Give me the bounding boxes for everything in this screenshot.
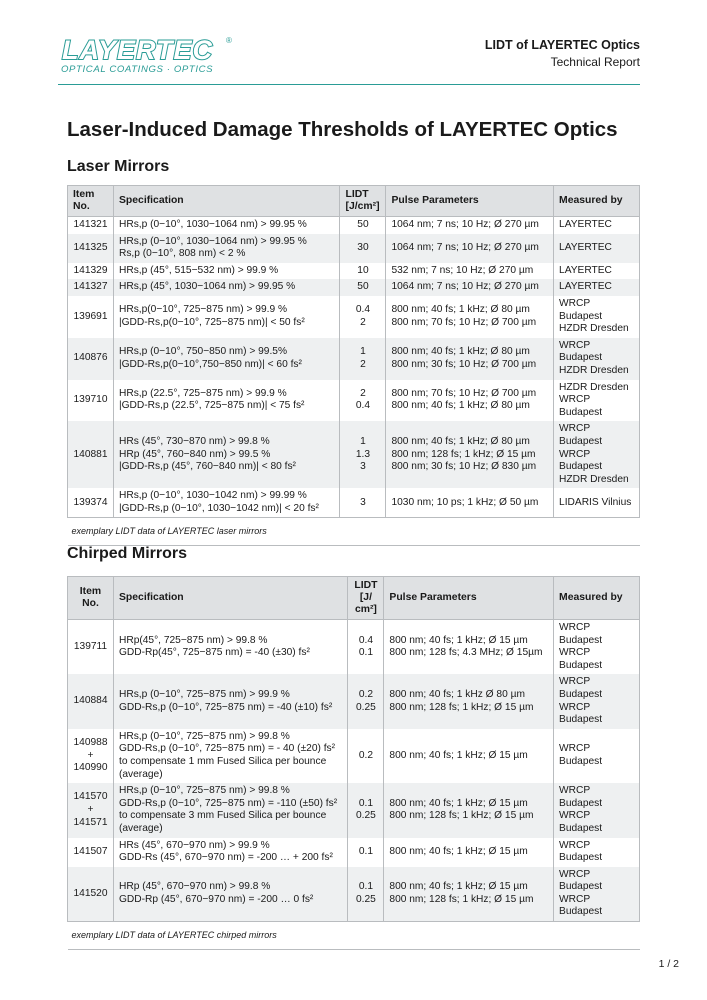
item-number-cell: 139711 bbox=[68, 620, 114, 675]
table-row bbox=[68, 729, 640, 783]
table-row bbox=[68, 217, 640, 234]
pulse-parameters-cell: 800 nm; 40 fs; 1 kHz; Ø 15 µm bbox=[384, 729, 554, 783]
header-specification: Specification bbox=[113, 577, 347, 620]
table-row bbox=[68, 421, 640, 488]
item-number-cell: 141507 bbox=[68, 838, 114, 867]
laser-mirrors-table bbox=[67, 185, 640, 546]
specification-cell: HRs,p (45°, 515−532 nm) > 99.9 % bbox=[113, 263, 340, 280]
specification-cell: HRs,p (0−10°, 750−850 nm) > 99.5% |GDD-Rs,p(0−10°,750−850 nm)| < 60 fs² bbox=[113, 338, 340, 380]
table-row bbox=[68, 488, 640, 518]
item-number-cell: 140988 + 140990 bbox=[68, 729, 114, 783]
laser-mirrors-rows bbox=[68, 217, 640, 518]
specification-cell: HRs,p (0−10°, 725−875 nm) > 99.8 % GDD-Rs,p (0−10°, 725−875 nm) = -110 (±50) fs² to compensate 3 mm Fused Silica per bounce (average) bbox=[113, 783, 347, 837]
document-title: LIDT of LAYERTEC Optics bbox=[484, 38, 640, 52]
pulse-parameters-cell: 800 nm; 40 fs; 1 kHz; Ø 80 µm 800 nm; 30 fs; 10 Hz; Ø 700 µm bbox=[386, 338, 554, 380]
lidt-cell: 0.1 0.25 bbox=[348, 783, 384, 837]
specification-cell: HRs,p (45°, 1030−1064 nm) > 99.95 % bbox=[113, 279, 340, 296]
item-number-cell: 141327 bbox=[68, 279, 114, 296]
logo-registered-mark: ® bbox=[226, 36, 232, 45]
lidt-cell: 50 bbox=[340, 279, 386, 296]
table-header-row bbox=[68, 577, 640, 620]
measured-by-cell: LIDARIS Vilnius bbox=[554, 488, 640, 518]
table-row bbox=[68, 279, 640, 296]
specification-cell: HRp(45°, 725−875 nm) > 99.8 % GDD-Rp(45°, 725−875 nm) = -40 (±30) fs² bbox=[113, 620, 347, 675]
item-number-cell: 140884 bbox=[68, 674, 114, 728]
specification-cell: HRs,p (22.5°, 725−875 nm) > 99.9 % |GDD-Rs,p (22.5°, 725−875 nm)| < 75 fs² bbox=[113, 380, 340, 422]
specification-cell: HRs,p (0−10°, 725−875 nm) > 99.9 % GDD-Rs,p (0−10°, 725−875 nm) = -40 (±10) fs² bbox=[113, 674, 347, 728]
header-lidt: LIDT [J/cm²] bbox=[340, 186, 386, 217]
measured-by-cell: WRCP Budapest HZDR Dresden bbox=[554, 296, 640, 338]
table-caption-row bbox=[68, 922, 640, 950]
table-row bbox=[68, 234, 640, 263]
lidt-cell: 3 bbox=[340, 488, 386, 518]
page-header bbox=[58, 30, 640, 82]
header-lidt: LIDT [J/ cm²] bbox=[348, 577, 384, 620]
lidt-cell: 0.1 bbox=[348, 838, 384, 867]
item-number-cell: 141329 bbox=[68, 263, 114, 280]
pulse-parameters-cell: 800 nm; 40 fs; 1 kHz; Ø 80 µm 800 nm; 128 fs; 1 kHz; Ø 15 µm 800 nm; 30 fs; 10 Hz; Ø 830 µm bbox=[386, 421, 554, 488]
lidt-cell: 0.2 0.25 bbox=[348, 674, 384, 728]
chirped-mirrors-table bbox=[67, 576, 640, 950]
table-row bbox=[68, 296, 640, 338]
item-number-cell: 139374 bbox=[68, 488, 114, 518]
chirped-mirrors-heading: Chirped Mirrors bbox=[67, 545, 188, 562]
header-item-no: Item No. bbox=[68, 577, 114, 620]
measured-by-cell: WRCP Budapest WRCP Budapest bbox=[554, 783, 640, 837]
table-row bbox=[68, 620, 640, 675]
chirped-mirrors-rows bbox=[68, 620, 640, 922]
pulse-parameters-cell: 800 nm; 70 fs; 10 Hz; Ø 700 µm 800 nm; 40 fs; 1 kHz; Ø 80 µm bbox=[386, 380, 554, 422]
item-number-cell: 141570 + 141571 bbox=[68, 783, 114, 837]
lidt-cell: 0.4 2 bbox=[340, 296, 386, 338]
header-pulse-parameters: Pulse Parameters bbox=[386, 186, 554, 217]
item-number-cell: 139710 bbox=[68, 380, 114, 422]
measured-by-cell: WRCP Budapest WRCP Budapest HZDR Dresden bbox=[554, 421, 640, 488]
pulse-parameters-cell: 800 nm; 40 fs; 1 kHz; Ø 15 µm 800 nm; 128 fs; 1 kHz; Ø 15 µm bbox=[384, 783, 554, 837]
specification-cell: HRs,p (0−10°, 725−875 nm) > 99.8 % GDD-Rs,p (0−10°, 725−875 nm) = - 40 (±20) fs² to compensate 1 mm Fused Silica per bounce (average) bbox=[113, 729, 347, 783]
lidt-cell: 0.4 0.1 bbox=[348, 620, 384, 675]
table-row bbox=[68, 674, 640, 728]
measured-by-cell: HZDR Dresden WRCP Budapest bbox=[554, 380, 640, 422]
item-number-cell: 141520 bbox=[68, 867, 114, 922]
item-number-cell: 140876 bbox=[68, 338, 114, 380]
lidt-cell: 2 0.4 bbox=[340, 380, 386, 422]
table-row bbox=[68, 838, 640, 867]
lidt-cell: 50 bbox=[340, 217, 386, 234]
table-row bbox=[68, 867, 640, 922]
measured-by-cell: WRCP Budapest bbox=[554, 838, 640, 867]
pulse-parameters-cell: 1064 nm; 7 ns; 10 Hz; Ø 270 µm bbox=[386, 279, 554, 296]
lidt-cell: 1 1.3 3 bbox=[340, 421, 386, 488]
measured-by-cell: LAYERTEC bbox=[554, 263, 640, 280]
table-caption-row bbox=[68, 518, 640, 546]
table-row bbox=[68, 783, 640, 837]
item-number-cell: 140881 bbox=[68, 421, 114, 488]
pulse-parameters-cell: 800 nm; 40 fs; 1 kHz; Ø 15 µm bbox=[384, 838, 554, 867]
table-header-row bbox=[68, 186, 640, 217]
measured-by-cell: LAYERTEC bbox=[554, 234, 640, 263]
table-row bbox=[68, 263, 640, 280]
specification-cell: HRp (45°, 670−970 nm) > 99.8 % GDD-Rp (45°, 670−970 nm) = -200 … 0 fs² bbox=[113, 867, 347, 922]
table-row bbox=[68, 380, 640, 422]
measured-by-cell: LAYERTEC bbox=[554, 279, 640, 296]
lidt-cell: 30 bbox=[340, 234, 386, 263]
specification-cell: HRs (45°, 730−870 nm) > 99.8 % HRp (45°, 760−840 nm) > 99.5 % |GDD-Rs,p (45°, 760−840 nm)| < 80 fs² bbox=[113, 421, 340, 488]
pulse-parameters-cell: 800 nm; 40 fs; 1 kHz; Ø 15 µm 800 nm; 128 fs; 4.3 MHz; Ø 15µm bbox=[384, 620, 554, 675]
laser-mirrors-heading: Laser Mirrors bbox=[67, 158, 170, 175]
specification-cell: HRs,p (0−10°, 1030−1064 nm) > 99.95 % Rs,p (0−10°, 808 nm) < 2 % bbox=[113, 234, 340, 263]
measured-by-cell: WRCP Budapest WRCP Budapest bbox=[554, 674, 640, 728]
page-number: 1 / 2 bbox=[658, 958, 679, 970]
page-title: Laser-Induced Damage Thresholds of LAYERTEC Optics bbox=[67, 118, 618, 141]
specification-cell: HRs,p(0−10°, 725−875 nm) > 99.9 % |GDD-Rs,p(0−10°, 725−875 nm)| < 50 fs² bbox=[113, 296, 340, 338]
layertec-logo bbox=[58, 36, 238, 76]
specification-cell: HRs (45°, 670−970 nm) > 99.9 % GDD-Rs (45°, 670−970 nm) = -200 … + 200 fs² bbox=[113, 838, 347, 867]
measured-by-cell: WRCP Budapest bbox=[554, 729, 640, 783]
document-subtitle: Technical Report bbox=[550, 55, 640, 69]
header-divider bbox=[58, 84, 640, 85]
logo-tagline: OPTICAL COATINGS · OPTICS bbox=[61, 64, 214, 75]
header-measured-by: Measured by bbox=[554, 577, 640, 620]
specification-cell: HRs,p (0−10°, 1030−1042 nm) > 99.99 % |GDD-Rs,p (0−10°, 1030−1042 nm)| < 20 fs² bbox=[113, 488, 340, 518]
lidt-cell: 0.2 bbox=[348, 729, 384, 783]
pulse-parameters-cell: 1030 nm; 10 ps; 1 kHz; Ø 50 µm bbox=[386, 488, 554, 518]
lidt-cell: 10 bbox=[340, 263, 386, 280]
measured-by-cell: LAYERTEC bbox=[554, 217, 640, 234]
pulse-parameters-cell: 800 nm; 40 fs; 1 kHz; Ø 80 µm 800 nm; 70 fs; 10 Hz; Ø 700 µm bbox=[386, 296, 554, 338]
pulse-parameters-cell: 532 nm; 7 ns; 10 Hz; Ø 270 µm bbox=[386, 263, 554, 280]
header-specification: Specification bbox=[113, 186, 340, 217]
lidt-cell: 0.1 0.25 bbox=[348, 867, 384, 922]
pulse-parameters-cell: 800 nm; 40 fs; 1 kHz; Ø 15 µm 800 nm; 128 fs; 1 kHz; Ø 15 µm bbox=[384, 867, 554, 922]
table-row bbox=[68, 338, 640, 380]
measured-by-cell: WRCP Budapest WRCP Budapest bbox=[554, 620, 640, 675]
pulse-parameters-cell: 800 nm; 40 fs; 1 kHz Ø 80 µm 800 nm; 128 fs; 1 kHz; Ø 15 µm bbox=[384, 674, 554, 728]
item-number-cell: 141321 bbox=[68, 217, 114, 234]
lidt-cell: 1 2 bbox=[340, 338, 386, 380]
laser-mirrors-caption: exemplary LIDT data of LAYERTEC laser mirrors bbox=[68, 518, 640, 546]
header-item-no: Item No. bbox=[68, 186, 114, 217]
header-pulse-parameters: Pulse Parameters bbox=[384, 577, 554, 620]
specification-cell: HRs,p (0−10°, 1030−1064 nm) > 99.95 % bbox=[113, 217, 340, 234]
measured-by-cell: WRCP Budapest WRCP Budapest bbox=[554, 867, 640, 922]
logo-wordmark: LAYERTEC bbox=[62, 35, 214, 65]
measured-by-cell: WRCP Budapest HZDR Dresden bbox=[554, 338, 640, 380]
item-number-cell: 141325 bbox=[68, 234, 114, 263]
chirped-mirrors-caption: exemplary LIDT data of LAYERTEC chirped mirrors bbox=[68, 922, 640, 950]
item-number-cell: 139691 bbox=[68, 296, 114, 338]
header-measured-by: Measured by bbox=[554, 186, 640, 217]
pulse-parameters-cell: 1064 nm; 7 ns; 10 Hz; Ø 270 µm bbox=[386, 234, 554, 263]
pulse-parameters-cell: 1064 nm; 7 ns; 10 Hz; Ø 270 µm bbox=[386, 217, 554, 234]
